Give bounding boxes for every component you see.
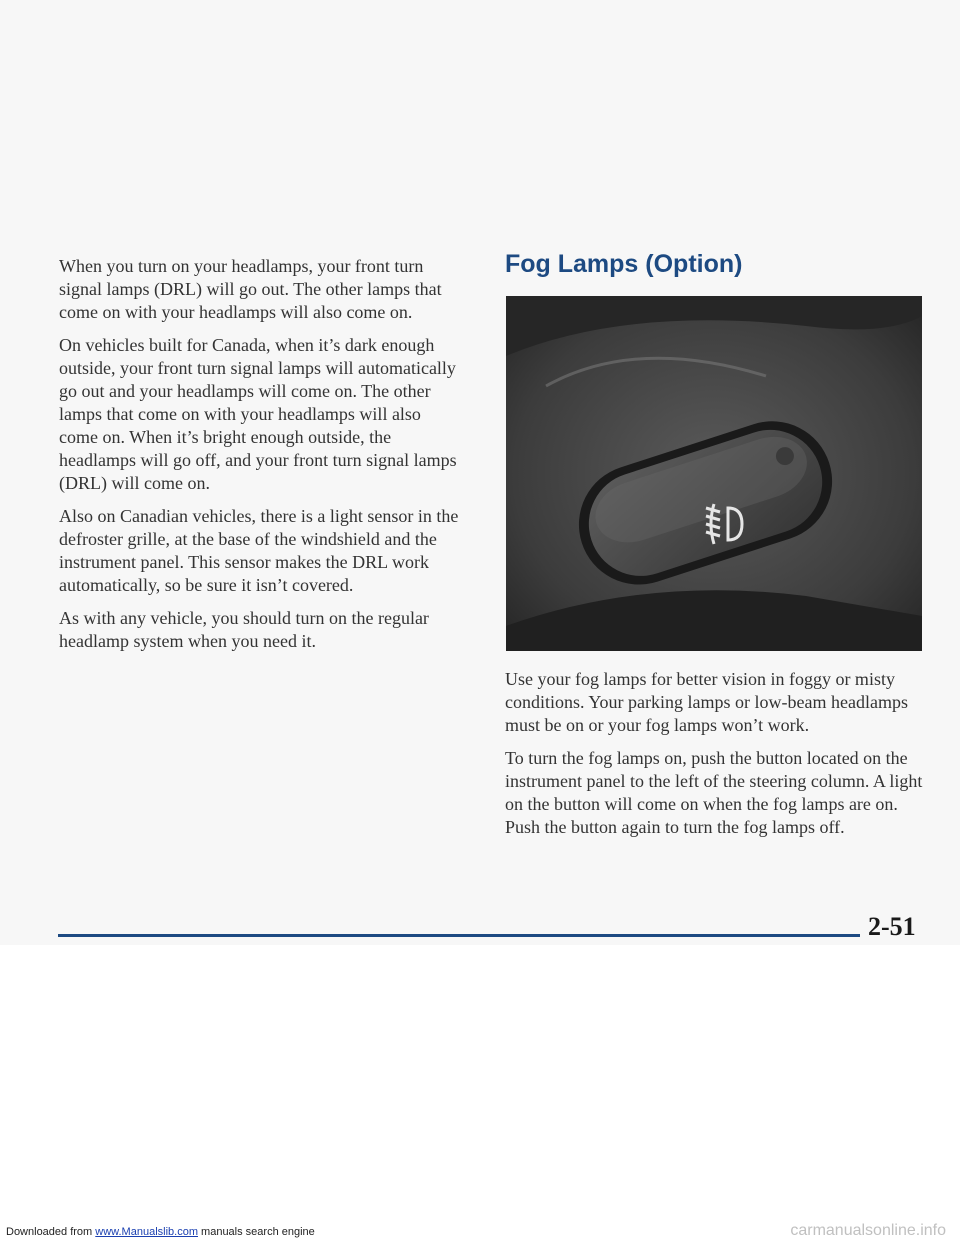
paragraph: To turn the fog lamps on, push the button located on the instrument panel to the left of the steering column. A light on the button will come on when the fog lamps are on. Push the button again to turn the fog lamps off. [505, 748, 923, 837]
fog-lamp-button-photo [506, 296, 922, 651]
section-title: Fog Lamps (Option) [505, 250, 743, 278]
paragraph: On vehicles built for Canada, when it’s dark enough outside, your front turn signal lamps will automatically go out and your headlamps will come on. The other lamps that come on with your headlamps will also come on. When it’s bright enough outside, the headlamps will go off, and your front turn signal lamps (DRL) will come on. [59, 335, 457, 493]
footer-prefix: Downloaded from [6, 1226, 96, 1238]
footer-suffix: manuals search engine [197, 1226, 315, 1238]
paragraph: Also on Canadian vehicles, there is a light sensor in the defroster grille, at the base of the windshield and the instrument panel. This sensor makes the DRL work automatically, so be sure it isn’t covered. [59, 506, 459, 595]
watermark: carmanualsonline.info [790, 1222, 946, 1239]
download-footer [6, 1226, 315, 1238]
left-column [59, 255, 459, 663]
divider-rule [58, 934, 860, 937]
paragraph: When you turn on your headlamps, your front turn signal lamps (DRL) will go out. The other lamps that come on with your headlamps will also come on. [59, 256, 442, 322]
page-number: 2-51 [868, 912, 916, 941]
paragraph: As with any vehicle, you should turn on the regular headlamp system when you need it. [59, 608, 429, 651]
right-column [505, 668, 925, 849]
manualslib-link[interactable]: www.Manualslib.com [95, 1226, 198, 1238]
paragraph: Use your fog lamps for better vision in foggy or misty conditions. Your parking lamps or low-beam headlamps must be on or your fog lamps won’t work. [505, 669, 908, 735]
dashboard-photo [506, 296, 922, 651]
